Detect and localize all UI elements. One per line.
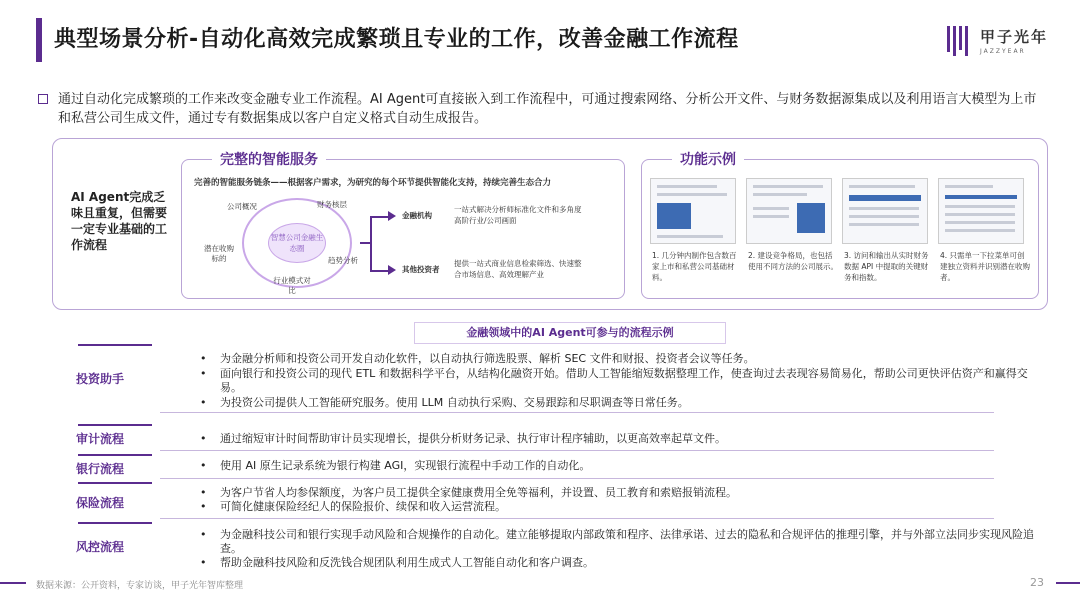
bullet-dot: •	[200, 459, 207, 472]
row-item: 为金融分析师和投资公司开发自动化软件，以自动执行筛选股票、解析 SEC 文件和财报、投资者会议等任务。	[220, 352, 755, 365]
example-thumbnail	[650, 178, 736, 244]
bullet-dot: •	[200, 500, 207, 513]
arrow-right-icon	[388, 211, 396, 221]
branch-desc-institutions: 一站式解决分析师标准化文件和多角度高阶行业/公司画面	[454, 205, 582, 225]
connector-line	[360, 242, 370, 244]
row-label-risk: 风控流程	[76, 540, 125, 554]
intro-text: 通过自动化完成繁琐的工作来改变金融专业工作流程。AI Agent可直接嵌入到工作流程中，可通过搜索网络、分析公开文件、与财务数据源集成以及利用语言大模型为上市和私营公司生成文件，通过专有数据集成以客户自定义格式自动生成报告。	[58, 92, 1037, 126]
row-divider	[160, 478, 994, 479]
example-caption: 4. 只需单一下拉菜单可创建独立资料并识别潜在收购者。	[940, 251, 1030, 282]
connector-vertical	[370, 216, 372, 272]
row-divider	[160, 518, 994, 519]
row-divider	[160, 412, 994, 413]
example-caption: 1. 几分钟内制作包含数百家上市和私营公司基础材料。	[652, 251, 737, 282]
row-label-investment: 投资助手	[76, 372, 125, 386]
branch-label-investors: 其他投资者	[402, 265, 440, 274]
brand-logo	[946, 22, 1056, 62]
examples-title: 功能示例	[672, 149, 744, 169]
row-accent-bar	[78, 482, 152, 484]
row-item: 面向银行和投资公司的现代 ETL 和数据科学平台，从结构化融资开始。借助人工智能缩短数据整理工作，使查询过去表现容易简易化，帮助公司更快评估资产和赢得交易。	[220, 367, 1028, 394]
bullet-dot: •	[200, 556, 207, 569]
example-thumbnail	[746, 178, 832, 244]
logo-mark-icon	[946, 24, 972, 58]
intro-paragraph	[58, 90, 1038, 128]
example-thumbnail	[842, 178, 928, 244]
example-thumbnail	[938, 178, 1024, 244]
process-section-title: 金融领域中的AI Agent可参与的流程示例	[414, 322, 726, 344]
services-title: 完整的智能服务	[212, 149, 326, 169]
node-acquisition-targets: 潜在收购标的	[204, 244, 234, 263]
services-box	[181, 152, 625, 299]
row-item: 为投资公司提供人工智能研究服务。使用 LLM 自动执行采购、交易跟踪和尽职调查等日常任务。	[220, 396, 689, 409]
bullet-dot: •	[200, 352, 207, 365]
ecosystem-center: 智慧公司金融生态圈	[268, 223, 326, 263]
node-industry-compare: 行业模式对比	[273, 276, 311, 295]
bullet-dot: •	[200, 367, 207, 380]
row-accent-bar	[78, 424, 152, 426]
row-item: 为客户节省人均参保额度，为客户员工提供全家健康费用全免等福利，并设置、员工教育和索赔报销流程。	[220, 486, 737, 499]
node-company-overview: 公司概况	[227, 202, 257, 211]
page-number: 23	[1030, 576, 1044, 589]
row-label-banking: 银行流程	[76, 462, 125, 476]
logo-subtext: JAZZYEAR	[980, 48, 1026, 55]
row-accent-bar	[78, 454, 152, 456]
arrow-right-icon	[388, 265, 396, 275]
footer-source: 数据来源：公开资料，专家访谈，甲子光年智库整理	[36, 581, 244, 591]
overview-panel	[52, 138, 1048, 310]
square-bullet-icon	[38, 94, 48, 104]
row-item: 通过缩短审计时间帮助审计员实现增长，提供分析财务记录、执行审计程序辅助，以更高效率起草文件。	[220, 432, 726, 445]
bullet-dot: •	[200, 432, 207, 445]
row-label-audit: 审计流程	[76, 432, 125, 446]
services-headline: 完善的智能服务链条——根据客户需求，为研究的每个环节提供智能化支持，持续完善生态合力	[194, 178, 552, 188]
footer-accent-left	[0, 582, 26, 584]
row-item: 可简化健康保险经纪人的保险报价、续保和收入运营流程。	[220, 500, 506, 513]
row-accent-bar	[78, 344, 152, 346]
logo-text: 甲子光年	[980, 28, 1049, 46]
page-title: 典型场景分析-自动化高效完成繁琐且专业的工作，改善金融工作流程	[54, 27, 739, 52]
bullet-dot: •	[200, 486, 207, 499]
connector-bottom	[370, 270, 388, 272]
row-item: 使用 AI 原生记录系统为银行构建 AGI，实现银行流程中手动工作的自动化。	[220, 459, 591, 472]
branch-label-institutions: 金融机构	[402, 211, 432, 220]
title-accent-bar	[36, 18, 42, 62]
node-trend-analysis: 趋势分析	[328, 256, 358, 265]
row-accent-bar	[78, 522, 152, 524]
examples-box	[641, 152, 1039, 299]
row-label-insurance: 保险流程	[76, 496, 125, 510]
footer-accent-right	[1056, 582, 1080, 584]
node-financial-check: 财务核层	[317, 200, 347, 209]
connector-top	[370, 216, 388, 218]
bullet-dot: •	[200, 528, 207, 541]
panel-left-label: AI Agent完成乏味且重复，但需要一定专业基础的工作流程	[71, 190, 168, 252]
row-item: 为金融科技公司和银行实现手动风险和合规操作的自动化。建立能够提取内部政策和程序、法律承诺、过去的隐私和合规评估的推理引擎，并与外部立法同步实现风险追查。	[220, 528, 1034, 555]
row-divider	[160, 450, 994, 451]
example-caption: 3. 访问和输出从实时财务数据 API 中提取的关键财务和指数。	[844, 251, 929, 282]
example-caption: 2. 建设竞争格局，也包括使用不同方法的公司展示。	[748, 251, 838, 271]
branch-desc-investors: 提供一站式商业信息检索筛选、快速整合市场信息、高效理解产业	[454, 259, 582, 279]
bullet-dot: •	[200, 396, 207, 409]
row-item: 帮助金融科技风险和反洗钱合规团队利用生成式人工智能自动化和客户调查。	[220, 556, 594, 569]
